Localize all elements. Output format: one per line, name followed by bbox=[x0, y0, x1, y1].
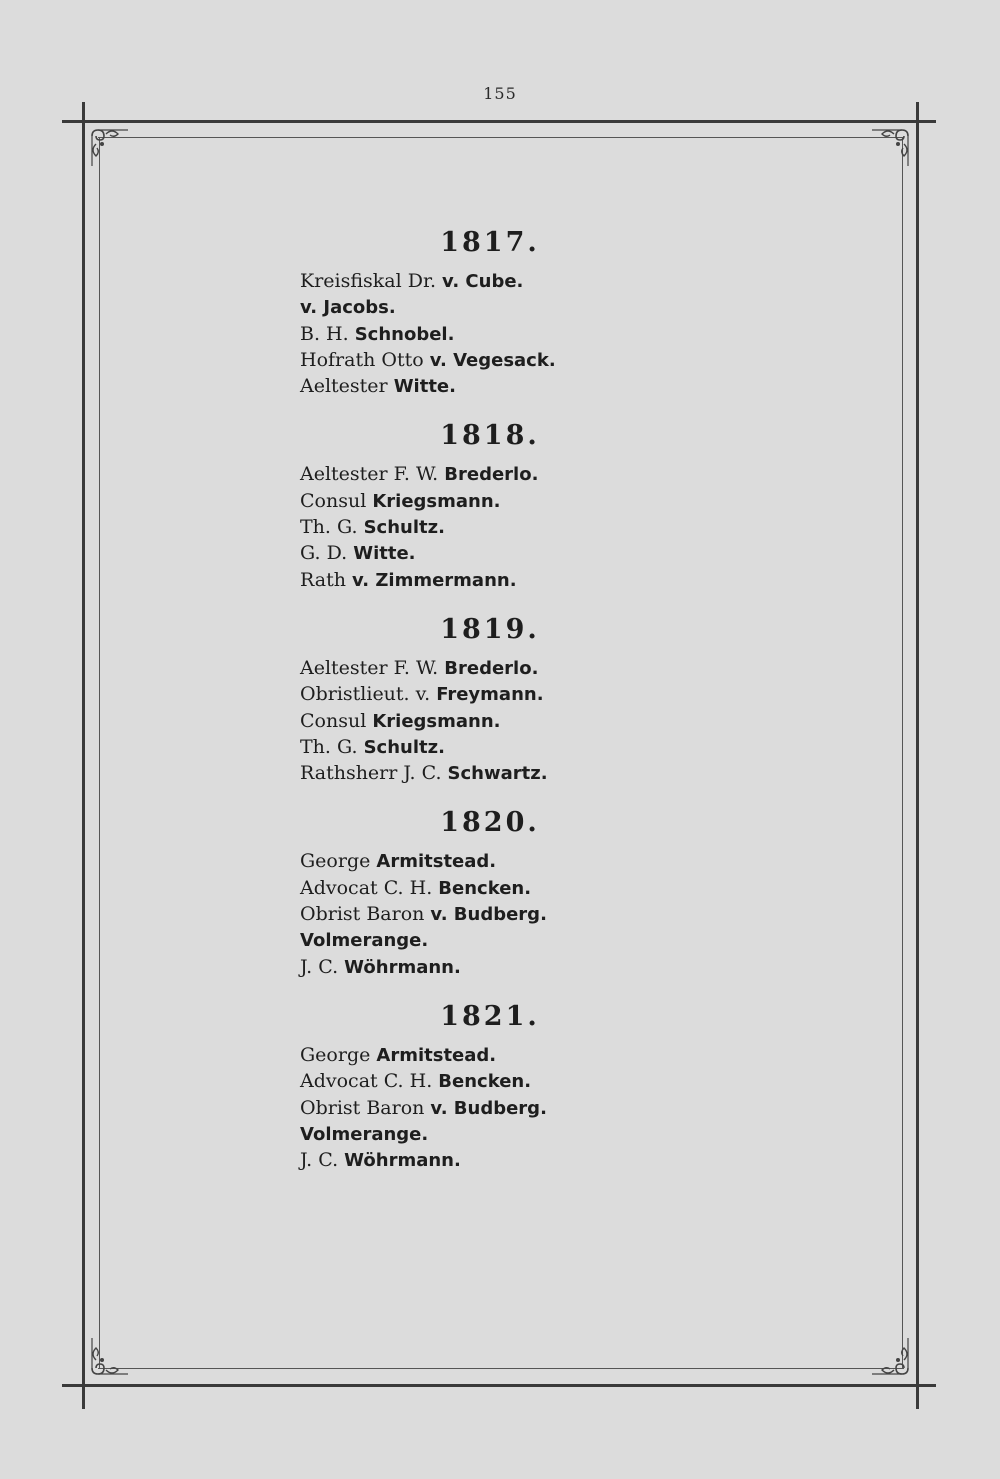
list-item bbox=[300, 681, 740, 707]
entry-name: Schnobel. bbox=[354, 323, 455, 345]
entry-name: v. Vegesack. bbox=[429, 349, 556, 371]
entry-title: Advocat C. H. bbox=[300, 876, 439, 899]
entry-name: Witte. bbox=[393, 376, 456, 398]
entry-title: Hofrath Otto bbox=[300, 348, 430, 371]
entry-name: Volmerange. bbox=[300, 1123, 429, 1145]
corner-ornament-icon bbox=[88, 126, 134, 172]
entry-title: Rath bbox=[300, 568, 352, 591]
frame-left-inner-rule bbox=[99, 137, 100, 1369]
list-item bbox=[300, 927, 740, 953]
list-item bbox=[300, 901, 740, 927]
entry-name: Bencken. bbox=[438, 877, 532, 899]
frame-left-rule bbox=[82, 102, 85, 1409]
list-item bbox=[300, 734, 740, 760]
frame-top-inner-rule bbox=[98, 137, 904, 138]
entry-name: Kriegsmann. bbox=[372, 490, 501, 512]
entry-title: J. C. bbox=[300, 955, 345, 978]
list-item bbox=[300, 540, 740, 566]
year-section bbox=[300, 806, 740, 979]
entry-title: J. C. bbox=[300, 1149, 345, 1172]
entry-title: Aeltester bbox=[300, 375, 394, 398]
entry-name: v. Zimmermann. bbox=[351, 569, 517, 591]
entry-title: Th. G. bbox=[300, 735, 364, 758]
entry-title: Aeltester F. W. bbox=[300, 656, 445, 679]
entry-name: Wöhrmann. bbox=[344, 956, 461, 978]
frame-right-rule bbox=[916, 102, 919, 1409]
entry-name: Armitstead. bbox=[376, 1044, 497, 1066]
year-section bbox=[300, 419, 740, 592]
entry-title: George bbox=[300, 850, 377, 873]
entry-title: Kreisfiskal Dr. bbox=[300, 270, 443, 292]
list-item bbox=[300, 567, 740, 593]
entry-title: Obrist Baron bbox=[300, 903, 431, 926]
list-item bbox=[300, 848, 740, 874]
frame-right-inner-rule bbox=[902, 137, 903, 1369]
year-heading: 1821. bbox=[440, 1000, 540, 1032]
year-heading: 1817. bbox=[440, 227, 540, 258]
entry-title: Obristlieut. v. bbox=[300, 683, 437, 706]
list-item bbox=[300, 708, 740, 734]
entry-name: Brederlo. bbox=[444, 464, 539, 486]
frame-bottom-inner-rule bbox=[98, 1368, 904, 1369]
entry-name: Schultz. bbox=[363, 736, 445, 758]
entry-title: B. H. bbox=[300, 322, 355, 345]
entry-title: Consul bbox=[300, 709, 373, 732]
list-item bbox=[300, 488, 740, 514]
list-item bbox=[300, 760, 740, 786]
entry-name: Freymann. bbox=[436, 684, 544, 706]
list-item bbox=[300, 321, 740, 347]
corner-ornament-icon bbox=[88, 1332, 134, 1378]
entry-name: Armitstead. bbox=[376, 851, 497, 873]
entry-name: Kriegsmann. bbox=[372, 710, 501, 732]
year-heading: 1820. bbox=[440, 807, 540, 839]
entry-title: Consul bbox=[300, 489, 373, 512]
list-item bbox=[300, 1095, 740, 1121]
entry-name: Schultz. bbox=[363, 517, 445, 539]
entry-title: Rathsherr J. C. bbox=[300, 762, 448, 785]
entry-title: George bbox=[300, 1043, 377, 1066]
entry-name: Schwartz. bbox=[447, 763, 548, 785]
entry-name: v. Jacobs. bbox=[300, 297, 396, 319]
list-item bbox=[300, 1147, 740, 1173]
list-item bbox=[300, 1068, 740, 1094]
list-item bbox=[300, 347, 740, 373]
entry-name: v. Budberg. bbox=[430, 1097, 547, 1119]
list-item bbox=[300, 514, 740, 540]
entry-title: Obrist Baron bbox=[300, 1096, 431, 1119]
list-item bbox=[300, 875, 740, 901]
list-item bbox=[300, 373, 740, 399]
list-item bbox=[300, 461, 740, 487]
entry-name: Brederlo. bbox=[444, 657, 539, 679]
year-list bbox=[300, 220, 740, 1193]
entry-title: Advocat C. H. bbox=[300, 1070, 439, 1093]
list-item bbox=[300, 954, 740, 980]
list-item bbox=[300, 1121, 740, 1147]
entry-title: G. D. bbox=[300, 542, 354, 565]
entry-title: Th. G. bbox=[300, 516, 364, 539]
year-section bbox=[300, 1000, 740, 1173]
frame-bottom-rule bbox=[62, 1384, 936, 1387]
corner-ornament-icon bbox=[866, 1332, 912, 1378]
corner-ornament-icon bbox=[866, 126, 912, 172]
entry-name: v. Budberg. bbox=[430, 904, 547, 926]
entry-name: Wöhrmann. bbox=[344, 1150, 461, 1172]
entry-title: Aeltester F. W. bbox=[300, 463, 445, 486]
year-section bbox=[300, 613, 740, 786]
list-item bbox=[300, 655, 740, 681]
year-heading: 1818. bbox=[440, 420, 540, 452]
year-heading: 1819. bbox=[440, 613, 540, 645]
page-number: 155 bbox=[483, 84, 517, 103]
list-item bbox=[300, 294, 740, 320]
entry-name: Bencken. bbox=[438, 1071, 532, 1093]
list-item bbox=[300, 268, 740, 294]
frame-top-rule bbox=[62, 120, 936, 123]
list-item bbox=[300, 1042, 740, 1068]
entry-name: Witte. bbox=[353, 543, 416, 565]
year-section bbox=[300, 226, 740, 399]
entry-name: v. Cube. bbox=[442, 271, 524, 292]
entry-name: Volmerange. bbox=[300, 930, 429, 952]
